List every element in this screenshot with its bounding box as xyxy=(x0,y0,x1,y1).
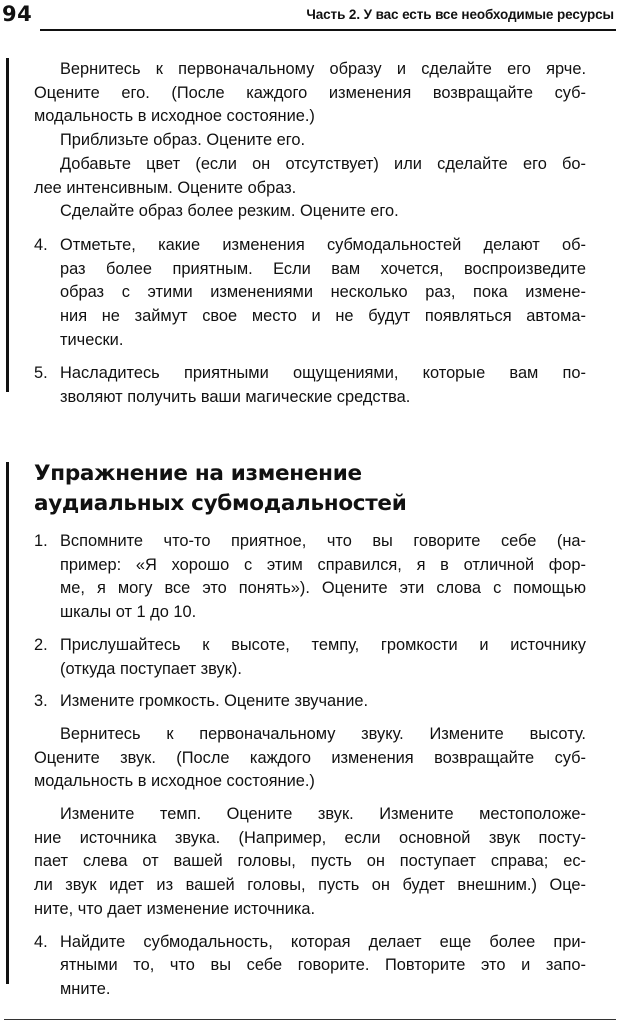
text-line: Отметьте, какие изменения субмодальностей делают об- xyxy=(60,235,586,254)
text-line: Прислушайтесь к высоте, темпу, громкости и источнику xyxy=(60,635,586,654)
paragraph xyxy=(34,803,586,922)
text-line: ние источника звука. (Например, если основной звук посту- xyxy=(34,828,586,847)
page-number: 94 xyxy=(2,2,33,26)
list-item xyxy=(34,234,586,353)
text-line: (откуда поступает звук). xyxy=(60,659,242,678)
list-number: 5. xyxy=(34,364,48,383)
paragraph xyxy=(34,153,586,200)
text-block-2 xyxy=(34,530,586,1002)
text-line: ятными то, что вы себе говорите. Повторите это и запо- xyxy=(60,956,586,975)
list-item xyxy=(34,530,586,625)
list-number: 4. xyxy=(34,235,48,254)
list-number: 3. xyxy=(34,692,48,711)
text-line: лее интенсивным. Оцените образ. xyxy=(34,178,297,197)
text-line: Вспомните что-то приятное, что вы говорите себе (на- xyxy=(60,532,586,550)
text-line: шкалы от 1 до 10. xyxy=(60,603,197,622)
footer-rule xyxy=(4,1019,616,1020)
list-item xyxy=(34,362,586,409)
text-line: Вернитесь к первоначальному звуку. Измените высоту. xyxy=(60,724,586,743)
list-item xyxy=(34,931,586,1002)
text-line: пример: «Я хорошо с этим справился, я в отличной фор- xyxy=(60,555,586,574)
text-line: зволяют получить ваши магические средства. xyxy=(60,388,411,407)
list-number: 4. xyxy=(34,932,48,951)
paragraph xyxy=(34,723,586,794)
text-line: Приблизьте образ. Оцените его. xyxy=(60,131,306,150)
paragraph xyxy=(34,129,586,153)
heading-line: аудиальных субмодальностей xyxy=(34,491,407,516)
header-rule xyxy=(40,29,616,31)
margin-bar xyxy=(6,462,9,984)
text-block-1 xyxy=(34,58,586,410)
text-line: мните. xyxy=(60,979,111,998)
text-line: ме, я могу все это понять»). Оцените эти слова с помощью xyxy=(60,579,586,598)
text-line: раз более приятным. Если вам хочется, воспроизведите xyxy=(60,259,586,278)
text-line: пает слева от вашей головы, пусть он поступает справа; ес- xyxy=(34,852,586,871)
text-line: Измените темп. Оцените звук. Измените местоположе- xyxy=(60,805,586,824)
text-line: Добавьте цвет (если он отсутствует) или сделайте его бо- xyxy=(60,154,586,173)
text-line: образ с этими изменениями несколько раз, пока измене- xyxy=(60,283,586,302)
text-line: модальность в исходное состояние.) xyxy=(34,772,315,791)
text-line: Оцените звук. (После каждого изменения возвращайте суб- xyxy=(34,748,586,767)
page-header xyxy=(0,0,620,36)
text-line: Насладитесь приятными ощущениями, которые вам по- xyxy=(60,364,586,383)
text-line: Вернитесь к первоначальному образу и сделайте его ярче. xyxy=(60,60,586,78)
text-line: Найдите субмодальность, которая делает еще более при- xyxy=(60,932,586,951)
paragraph xyxy=(34,200,586,224)
text-line: Сделайте образ более резким. Оцените его. xyxy=(60,202,399,221)
text-line: ните, что дает изменение источника. xyxy=(34,899,316,918)
text-line: Измените громкость. Оцените звучание. xyxy=(60,692,369,711)
margin-bar xyxy=(6,58,9,392)
list-item xyxy=(34,690,586,714)
text-line: модальность в исходное состояние.) xyxy=(34,107,315,126)
text-line: ния не займут свое место и не будут появляться автома- xyxy=(60,307,586,326)
heading-line: Упражнение на изменение xyxy=(34,461,362,486)
list-number: 1. xyxy=(34,532,48,550)
list-number: 2. xyxy=(34,635,48,654)
list-item xyxy=(34,634,586,681)
text-line: Оцените его. (После каждого изменения возвращайте суб- xyxy=(34,83,586,102)
text-line: ли звук идет из вашей головы, пусть он будет внешним.) Оце- xyxy=(34,876,586,895)
paragraph xyxy=(34,58,586,129)
running-head: Часть 2. У вас есть все необходимые ресурсы xyxy=(306,7,614,22)
text-line: тически. xyxy=(60,330,124,349)
section-heading xyxy=(34,459,586,519)
